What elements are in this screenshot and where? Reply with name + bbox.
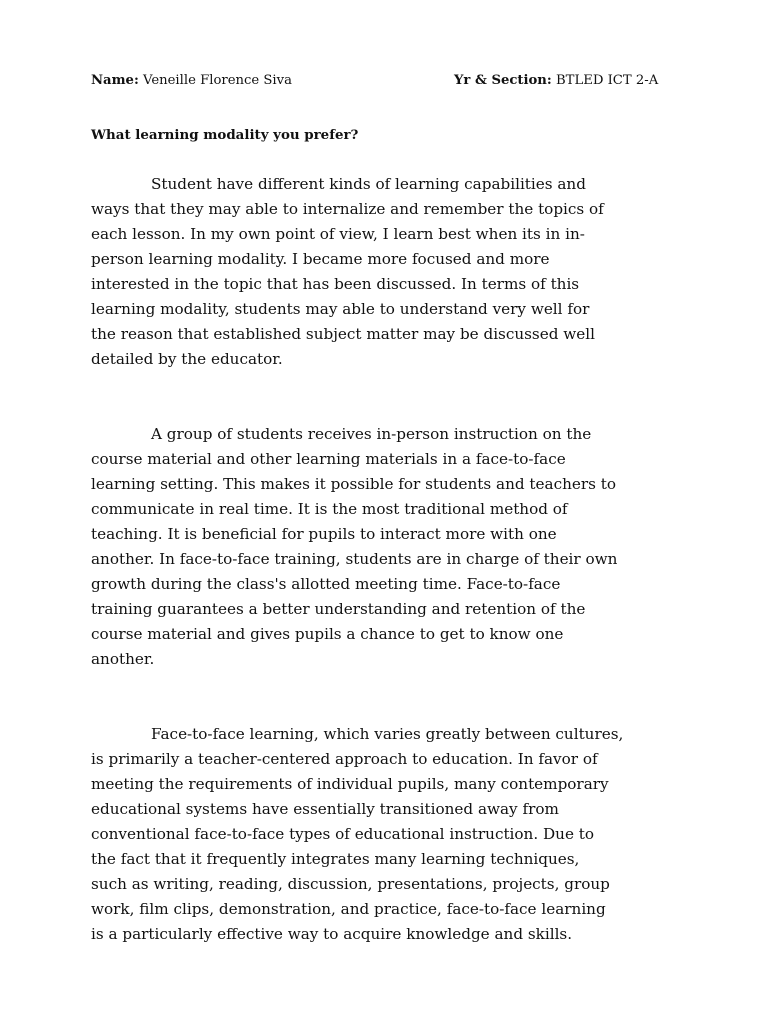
paragraph-line: is primarily a teacher-centered approach to education. In favor of [91,750,598,768]
name-label: Name: [91,73,139,88]
name-field [91,72,292,90]
paragraph-line: course material and other learning materials in a face-to-face [91,450,566,468]
paragraph-line: work, film clips, demonstration, and practice, face-to-face learning [91,900,606,918]
paragraph-1 [91,172,681,372]
paragraph-line: another. In face-to-face training, students are in charge of their own [91,550,618,568]
paragraph-line: conventional face-to-face types of educational instruction. Due to [91,825,595,843]
paragraph-2 [91,422,681,672]
paragraph-line: the reason that established subject matter may be discussed well [91,325,595,343]
paragraph-line: learning modality, students may able to understand very well for [91,300,590,318]
paragraph-line: ways that they may able to internalize and remember the topics of [91,200,604,218]
section-label: Yr & Section: [454,73,552,88]
section-field [454,72,658,90]
paragraph-line: educational systems have essentially transitioned away from [91,800,559,818]
paragraph-line: another. [91,650,155,668]
paragraph-line: communicate in real time. It is the most traditional method of [91,500,568,518]
paragraph-line: training guarantees a better understanding and retention of the [91,600,586,618]
paragraph-line: the fact that it frequently integrates many learning techniques, [91,850,580,868]
paragraph-line: learning setting. This makes it possible for students and teachers to [91,475,616,493]
question-heading: What learning modality you prefer? [91,127,359,143]
paragraph-line: growth during the class's allotted meeting time. Face-to-face [91,575,561,593]
paragraph-line: person learning modality. I became more focused and more [91,250,550,268]
paragraph-line: meeting the requirements of individual pupils, many contemporary [91,775,609,793]
name-value: Veneille Florence Siva [143,73,292,88]
paragraph-3 [91,722,681,947]
paragraph-line: detailed by the educator. [91,350,283,368]
paragraph-line: course material and gives pupils a chance to get to know one [91,625,564,643]
section-value: BTLED ICT 2-A [555,73,659,88]
paragraph-line: A group of students receives in-person instruction on the [151,425,592,443]
paragraph-line: Student have different kinds of learning capabilities and [151,175,586,193]
paragraph-line: is a particularly effective way to acquire knowledge and skills. [91,925,573,943]
paragraph-line: each lesson. In my own point of view, I learn best when its in in- [91,225,585,243]
paragraph-line: Face-to-face learning, which varies greatly between cultures, [151,725,624,743]
paragraph-line: such as writing, reading, discussion, presentations, projects, group [91,875,610,893]
paragraph-line: interested in the topic that has been discussed. In terms of this [91,275,580,293]
paragraph-line: teaching. It is beneficial for pupils to interact more with one [91,525,557,543]
